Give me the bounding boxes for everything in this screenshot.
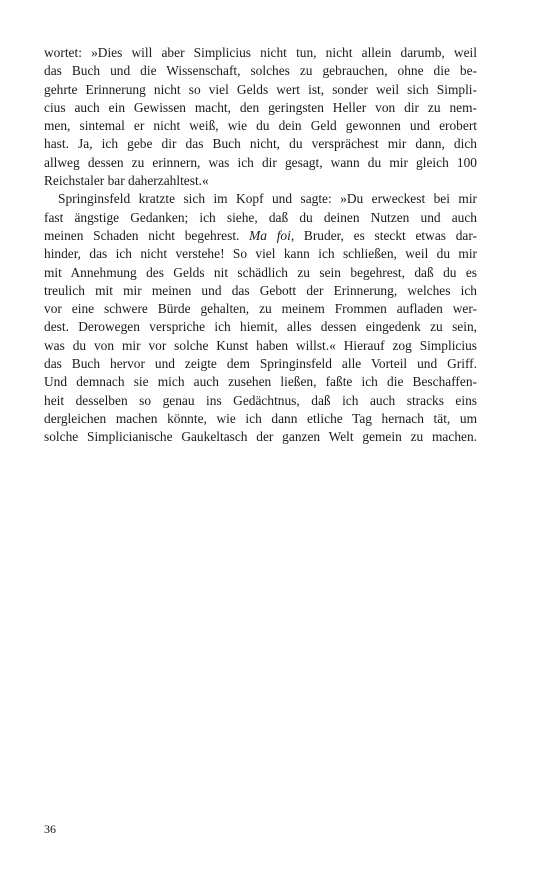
- text-line: dest. Derowegen verspriche ich hiemit, alles dessen eingedenk zu sein,: [44, 319, 477, 335]
- text-line: men, sintemal er nicht weiß, wie du dein Geld gewonnen und erobert: [44, 118, 477, 134]
- text-line: gehrte Erinnerung nicht so viel Gelds wert ist, sonder weil sich Simpli-: [44, 81, 477, 97]
- text-line: Springinsfeld kratzte sich im Kopf und sagte: »Du erweckest bei mir: [58, 191, 477, 207]
- text-line: solche Simplicianische Gaukeltasch der ganzen Welt gemein zu machen.: [44, 429, 477, 445]
- text-line: fast ängstige Gedanken; ich siehe, daß du deinen Nutzen und auch: [44, 209, 477, 225]
- text-line: allweg dessen zu erinnern, was ich dir gesagt, wann du mir gleich 100: [44, 154, 477, 170]
- text-line: wortet: »Dies will aber Simplicius nicht tun, nicht allein darumb, weil: [44, 45, 477, 60]
- text-line: hast. Ja, ich gebe dir das Buch nicht, du versprächest mir dann, dich: [44, 136, 477, 152]
- italic-phrase: Ma foi,: [249, 227, 295, 243]
- text-line: Reichstaler bar daherzahltest.«: [44, 173, 209, 189]
- text-line: was du von mir vor solche Kunst haben willst.« Hierauf zog Simplicius: [44, 337, 477, 353]
- text-line: cius auch ein Gewissen macht, den geringsten Heller von dir zu nem-: [44, 99, 477, 115]
- text-line: vor eine schwere Bürde gehalten, zu meinem Frommen aufladen wer-: [44, 301, 477, 317]
- text-line: treulich mit mir meinen und das Gebott der Erinnerung, welches ich: [44, 282, 477, 298]
- text-line: das Buch und die Wissenschaft, solches zu gebrauchen, ohne die be-: [44, 63, 477, 79]
- text-line: hinder, das ich nicht verstehe! So viel kann ich schließen, weil du mir: [44, 246, 477, 262]
- paragraph-1: [44, 44, 477, 190]
- text-line: dergleichen machen könnte, wie ich dann etliche Tag hernach tät, um: [44, 410, 477, 426]
- text-line: das Buch hervor und zeigte dem Springinsfeld alle Vorteil und Griff.: [44, 356, 477, 372]
- text-line: meinen Schaden nicht begehrest. Ma foi, Bruder, es steckt etwas dar-: [44, 227, 477, 243]
- paragraph-2: [44, 190, 477, 446]
- text-line: mit Annehmung des Gelds nit schädlich zu sein begehrest, daß du es: [44, 264, 477, 280]
- text-line: Und demnach sie mich auch zusehen ließen, faßte ich die Beschaffen-: [44, 374, 477, 390]
- body-text: [44, 44, 477, 447]
- page-number: 36: [44, 822, 56, 836]
- text-line: heit desselben so genau ins Gedächtnus, daß ich auch stracks eins: [44, 392, 477, 408]
